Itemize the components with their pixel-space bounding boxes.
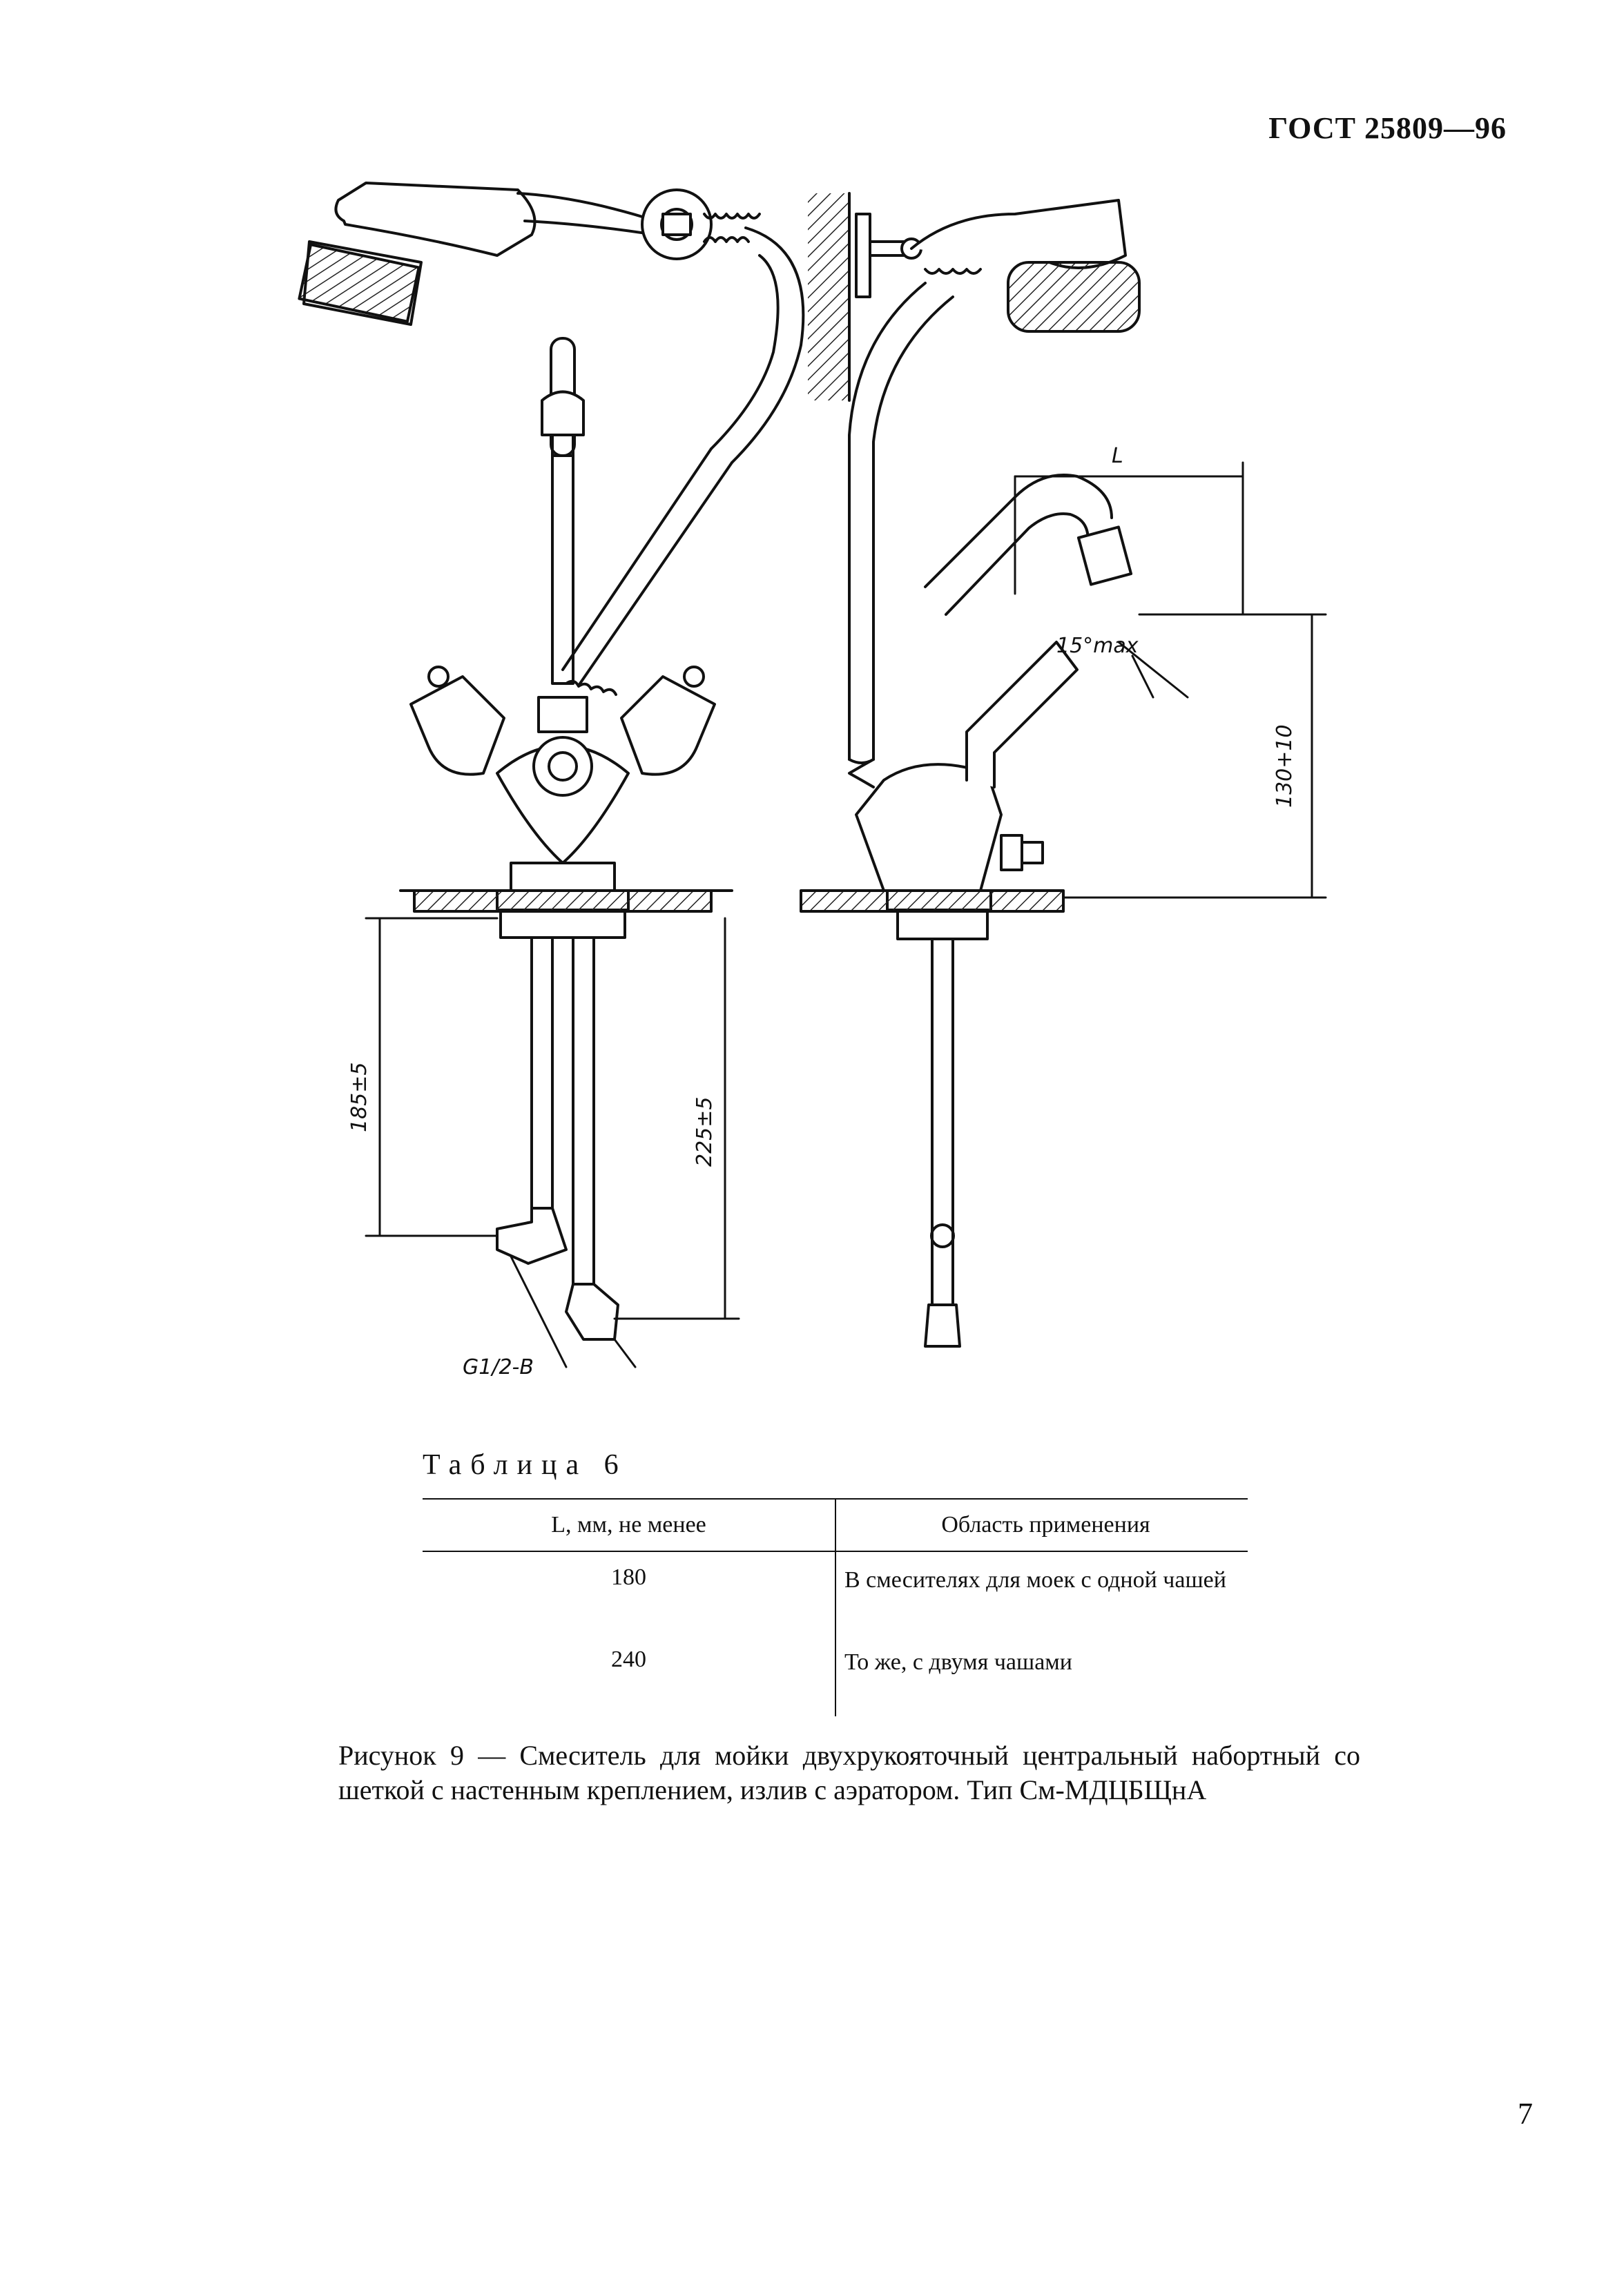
dim-label-225: 225±5 bbox=[693, 1096, 717, 1167]
table-cell-application bbox=[835, 1634, 1248, 1716]
data-table bbox=[423, 1498, 1248, 1716]
table-header-application: Область применения bbox=[835, 1499, 1248, 1551]
handle-left bbox=[411, 677, 504, 775]
dim-label-angle: 15°max bbox=[1056, 634, 1139, 658]
table-header-length: L, мм, не менее bbox=[423, 1499, 835, 1551]
table-cell-application bbox=[835, 1551, 1248, 1634]
brush-head-front bbox=[299, 183, 677, 324]
counter-slab-side bbox=[801, 891, 1063, 911]
table-header-row bbox=[423, 1499, 1248, 1551]
counter-slab-front bbox=[414, 891, 711, 911]
page-number: 7 bbox=[1518, 2097, 1533, 2131]
brush-bristles-side bbox=[1008, 262, 1139, 331]
front-view bbox=[299, 183, 803, 1339]
handle-right bbox=[621, 677, 715, 775]
pipe-right bbox=[573, 938, 594, 1291]
side-view bbox=[801, 193, 1139, 1346]
figure-caption: Рисунок 9 — Смеситель для мойки двухрукояточный центральный набортный со шеткой с настенным креплением, излив с аэратором. Тип См-МДЦБЩнА bbox=[338, 1740, 1360, 1805]
lever-side bbox=[967, 642, 1077, 787]
document-code: ГОСТ 25809—96 bbox=[1268, 111, 1507, 145]
wall-hatch bbox=[808, 193, 849, 400]
pipe-left bbox=[532, 938, 552, 1215]
table-row bbox=[423, 1551, 1248, 1634]
table-cell-application-text: То же, с двумя чашами bbox=[844, 1649, 1073, 1675]
faucet-technical-drawing bbox=[290, 173, 1353, 1379]
dim-label-185: 185±5 bbox=[347, 1062, 371, 1132]
dim-label-130: 130+10 bbox=[1273, 724, 1297, 808]
table-cell-length: 240 bbox=[423, 1634, 835, 1716]
brush-head-side bbox=[911, 200, 1125, 268]
table-row bbox=[423, 1634, 1248, 1716]
thread-label: G1/2-B bbox=[463, 1355, 534, 1379]
dim-label-L: L bbox=[1112, 444, 1123, 468]
hose-side bbox=[849, 283, 925, 759]
table-caption: Таблица 6 bbox=[423, 1449, 628, 1481]
table-cell-application-text: В смесителях для моек с одной чашей bbox=[844, 1567, 1226, 1593]
drawing-svg bbox=[290, 173, 1353, 1379]
spout-side bbox=[925, 475, 1112, 587]
table-cell-length: 180 bbox=[423, 1551, 835, 1634]
